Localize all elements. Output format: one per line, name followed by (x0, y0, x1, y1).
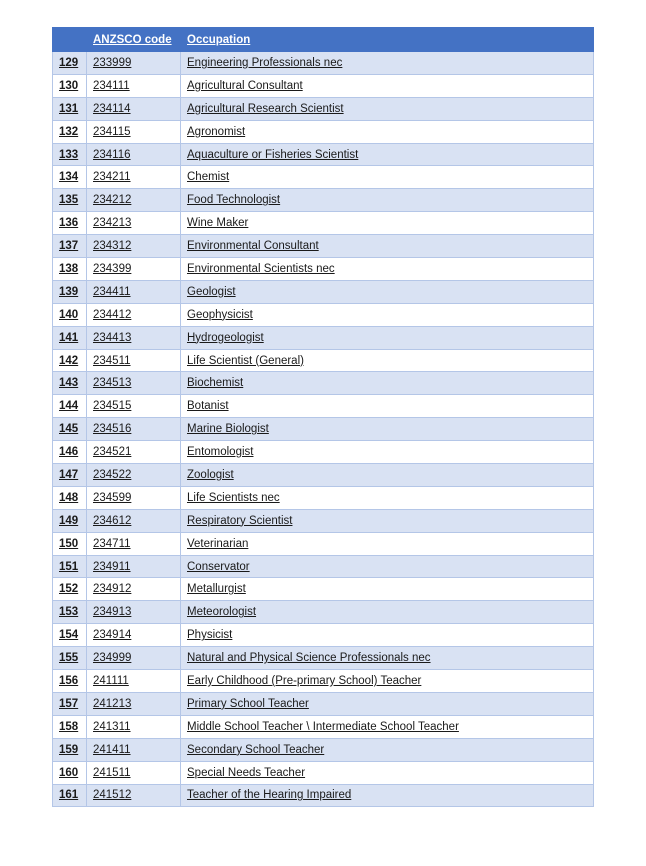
occupation-link[interactable]: Respiratory Scientist (181, 509, 594, 532)
table-row (53, 326, 594, 349)
table-row (53, 349, 594, 372)
table-row (53, 143, 594, 166)
anzsco-code-link[interactable]: 241512 (87, 784, 181, 807)
occupation-link[interactable]: Physicist (181, 624, 594, 647)
table-row (53, 464, 594, 487)
anzsco-code-link[interactable]: 234711 (87, 532, 181, 555)
row-number[interactable]: 141 (53, 326, 87, 349)
row-number[interactable]: 140 (53, 303, 87, 326)
row-number[interactable]: 138 (53, 258, 87, 281)
anzsco-code-link[interactable]: 234515 (87, 395, 181, 418)
table-row (53, 189, 594, 212)
table-row (53, 235, 594, 258)
table-row (53, 738, 594, 761)
header-row (53, 28, 594, 52)
row-number[interactable]: 135 (53, 189, 87, 212)
row-number[interactable]: 161 (53, 784, 87, 807)
anzsco-code-link[interactable]: 234911 (87, 555, 181, 578)
occupation-link[interactable]: Life Scientist (General) (181, 349, 594, 372)
row-number[interactable]: 137 (53, 235, 87, 258)
anzsco-code-link[interactable]: 234599 (87, 486, 181, 509)
table-row (53, 624, 594, 647)
occupation-link[interactable]: Aquaculture or Fisheries Scientist (181, 143, 594, 166)
table-row (53, 647, 594, 670)
table-row (53, 601, 594, 624)
occupation-link[interactable]: Life Scientists nec (181, 486, 594, 509)
occupation-link[interactable]: Entomologist (181, 441, 594, 464)
table-row (53, 166, 594, 189)
occupation-link[interactable]: Geophysicist (181, 303, 594, 326)
row-number[interactable]: 130 (53, 74, 87, 97)
occupation-link[interactable]: Teacher of the Hearing Impaired (181, 784, 594, 807)
anzsco-code-link[interactable]: 234913 (87, 601, 181, 624)
anzsco-code-link[interactable]: 234212 (87, 189, 181, 212)
row-number[interactable]: 132 (53, 120, 87, 143)
anzsco-code-link[interactable]: 233999 (87, 52, 181, 75)
row-number[interactable]: 134 (53, 166, 87, 189)
row-number[interactable]: 143 (53, 372, 87, 395)
anzsco-code-link[interactable]: 234516 (87, 418, 181, 441)
occupation-link[interactable]: Metallurgist (181, 578, 594, 601)
occupation-link[interactable]: Meteorologist (181, 601, 594, 624)
anzsco-code-link[interactable]: 241511 (87, 761, 181, 784)
header-anzsco-code[interactable]: ANZSCO code (87, 28, 181, 52)
occupation-link[interactable]: Primary School Teacher (181, 692, 594, 715)
anzsco-code-link[interactable]: 241411 (87, 738, 181, 761)
table-row (53, 670, 594, 693)
anzsco-code-link[interactable]: 234213 (87, 212, 181, 235)
occupation-link[interactable]: Agricultural Research Scientist (181, 97, 594, 120)
anzsco-code-link[interactable]: 241311 (87, 715, 181, 738)
occupation-link[interactable]: Engineering Professionals nec (181, 52, 594, 75)
row-number[interactable]: 131 (53, 97, 87, 120)
occupation-link[interactable]: Hydrogeologist (181, 326, 594, 349)
table-row (53, 303, 594, 326)
row-number[interactable]: 156 (53, 670, 87, 693)
row-number[interactable]: 139 (53, 280, 87, 303)
occupation-link[interactable]: Wine Maker (181, 212, 594, 235)
header-occupation[interactable]: Occupation (181, 28, 594, 52)
table-body (53, 52, 594, 807)
anzsco-code-link[interactable]: 234115 (87, 120, 181, 143)
table-row (53, 372, 594, 395)
anzsco-code-link[interactable]: 241111 (87, 670, 181, 693)
occupation-link[interactable]: Agricultural Consultant (181, 74, 594, 97)
anzsco-code-link[interactable]: 234522 (87, 464, 181, 487)
anzsco-code-link[interactable]: 234912 (87, 578, 181, 601)
table-row (53, 784, 594, 807)
occupation-table (52, 27, 594, 807)
anzsco-code-link[interactable]: 234914 (87, 624, 181, 647)
anzsco-code-link[interactable]: 234399 (87, 258, 181, 281)
row-number[interactable]: 146 (53, 441, 87, 464)
table-row (53, 395, 594, 418)
row-number[interactable]: 155 (53, 647, 87, 670)
row-number[interactable]: 151 (53, 555, 87, 578)
table-row (53, 761, 594, 784)
table-row (53, 509, 594, 532)
table-row (53, 692, 594, 715)
occupation-link[interactable]: Zoologist (181, 464, 594, 487)
occupation-link[interactable]: Geologist (181, 280, 594, 303)
table-row (53, 441, 594, 464)
occupation-link[interactable]: Biochemist (181, 372, 594, 395)
table-row (53, 52, 594, 75)
anzsco-code-link[interactable]: 234412 (87, 303, 181, 326)
anzsco-code-link[interactable]: 234114 (87, 97, 181, 120)
table-row (53, 74, 594, 97)
table-row (53, 258, 594, 281)
row-number[interactable]: 152 (53, 578, 87, 601)
table-row (53, 715, 594, 738)
anzsco-code-link[interactable]: 234511 (87, 349, 181, 372)
table-row (53, 418, 594, 441)
table-row (53, 532, 594, 555)
occupation-link[interactable]: Early Childhood (Pre-primary School) Teacher (181, 670, 594, 693)
anzsco-code-link[interactable]: 234999 (87, 647, 181, 670)
row-number[interactable]: 158 (53, 715, 87, 738)
row-number[interactable]: 148 (53, 486, 87, 509)
table-row (53, 555, 594, 578)
row-number[interactable]: 144 (53, 395, 87, 418)
anzsco-code-link[interactable]: 234116 (87, 143, 181, 166)
row-number[interactable]: 157 (53, 692, 87, 715)
table-row (53, 212, 594, 235)
occupation-link[interactable]: Agronomist (181, 120, 594, 143)
occupation-link[interactable]: Veterinarian (181, 532, 594, 555)
occupation-link[interactable]: Conservator (181, 555, 594, 578)
row-number[interactable]: 133 (53, 143, 87, 166)
row-number[interactable]: 153 (53, 601, 87, 624)
anzsco-code-link[interactable]: 234521 (87, 441, 181, 464)
table-row (53, 280, 594, 303)
occupation-link[interactable]: Environmental Consultant (181, 235, 594, 258)
anzsco-code-link[interactable]: 234413 (87, 326, 181, 349)
anzsco-code-link[interactable]: 234513 (87, 372, 181, 395)
anzsco-code-link[interactable]: 234411 (87, 280, 181, 303)
anzsco-code-link[interactable]: 241213 (87, 692, 181, 715)
anzsco-code-link[interactable]: 234312 (87, 235, 181, 258)
table-header (53, 28, 594, 52)
row-number[interactable]: 142 (53, 349, 87, 372)
occupation-link[interactable]: Special Needs Teacher (181, 761, 594, 784)
occupation-link[interactable]: Environmental Scientists nec (181, 258, 594, 281)
header-number (53, 28, 87, 52)
table-row (53, 97, 594, 120)
row-number[interactable]: 159 (53, 738, 87, 761)
anzsco-code-link[interactable]: 234211 (87, 166, 181, 189)
occupation-link[interactable]: Food Technologist (181, 189, 594, 212)
row-number[interactable]: 160 (53, 761, 87, 784)
row-number[interactable]: 136 (53, 212, 87, 235)
occupation-link[interactable]: Botanist (181, 395, 594, 418)
row-number[interactable]: 129 (53, 52, 87, 75)
occupation-link[interactable]: Secondary School Teacher (181, 738, 594, 761)
occupation-link[interactable]: Marine Biologist (181, 418, 594, 441)
row-number[interactable]: 149 (53, 509, 87, 532)
table-row (53, 486, 594, 509)
row-number[interactable]: 147 (53, 464, 87, 487)
row-number[interactable]: 150 (53, 532, 87, 555)
anzsco-code-link[interactable]: 234612 (87, 509, 181, 532)
table-row (53, 578, 594, 601)
row-number[interactable]: 145 (53, 418, 87, 441)
anzsco-code-link[interactable]: 234111 (87, 74, 181, 97)
occupation-link[interactable]: Chemist (181, 166, 594, 189)
occupation-link[interactable]: Natural and Physical Science Professionals nec (181, 647, 594, 670)
row-number[interactable]: 154 (53, 624, 87, 647)
table-row (53, 120, 594, 143)
occupation-link[interactable]: Middle School Teacher \ Intermediate School Teacher (181, 715, 594, 738)
